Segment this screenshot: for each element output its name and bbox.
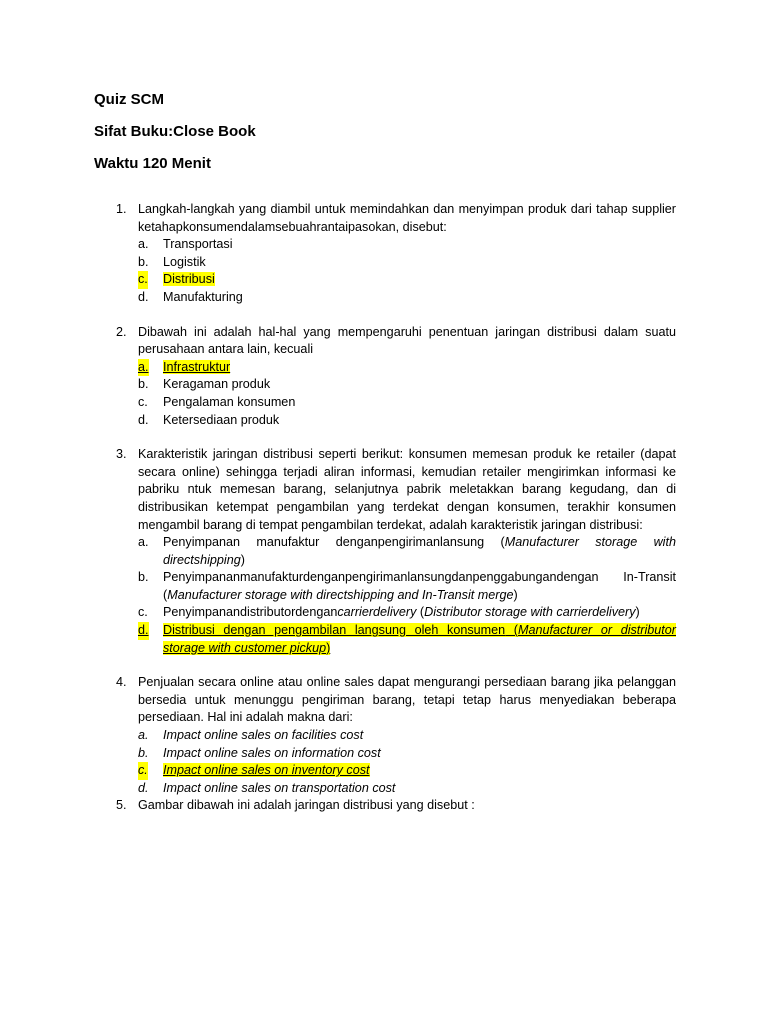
option-letter: a. xyxy=(138,359,149,377)
question-text: Penjualan secara online atau online sales dapat mengurangi persediaan barang jika pelanggan bersedia untuk menunggu pengiriman barang, tetapi tetap harus menyediakan beberapa persediaan. Hal ini adalah makna dari: xyxy=(138,675,676,725)
option-letter: d. xyxy=(138,780,149,795)
question-list xyxy=(116,201,676,815)
option-d xyxy=(138,412,676,430)
option-letter: c. xyxy=(138,762,148,780)
option-english-text: Manufacturer storage with directshipping and In-Transit merge xyxy=(167,587,514,602)
quiz-book-type: Sifat Buku:Close Book xyxy=(94,123,256,140)
spacer xyxy=(116,657,676,674)
option-d xyxy=(138,622,676,657)
quiz-header xyxy=(94,90,256,186)
question-text: Karakteristik jaringan distribusi seperti berikut: konsumen memesan produk ke retailer (dapat secara online) sehingga terjadi aliran informasi, kemudian retailer mengirimkan informasi ke pabriku ntuk memesan barang, selanjutnya pabrik meletakkan barang kegudang, dan di distribusikan ketempat pengambilan yang terdekat dengan konsumen, terakhir konsumen mengambil barang di tempat pengambilan terdekat, adalah karakteristik jaringan distribusi: xyxy=(138,447,676,532)
question-text: Gambar dibawah ini adalah jaringan distribusi yang disebut : xyxy=(138,798,475,813)
option-letter: d. xyxy=(138,622,149,640)
option-b xyxy=(138,376,676,394)
option-text: Impact online sales on information cost xyxy=(163,745,381,760)
question-number: 3. xyxy=(116,447,127,462)
question-text: Langkah-langkah yang diambil untuk memindahkan dan menyimpan produk dari tahap supplier ketahapkonsumendalamsebuahrantaipasokan, disebut: xyxy=(138,202,676,234)
quiz-title: Quiz SCM xyxy=(94,91,164,108)
option-letter: d. xyxy=(138,289,149,304)
option-letter: b. xyxy=(138,377,149,392)
option-text: Ketersediaan produk xyxy=(163,412,280,427)
question-5 xyxy=(116,797,676,815)
option-letter: a. xyxy=(138,237,149,252)
option-english-text: Distributor storage with carrierdelivery xyxy=(424,605,636,620)
answer-highlight: Infrastruktur xyxy=(163,359,231,374)
option-a xyxy=(138,534,676,569)
option-text: Transportasi xyxy=(163,237,233,252)
paren-open: ( xyxy=(484,535,505,550)
option-c xyxy=(138,394,676,412)
option-letter: b. xyxy=(138,745,149,760)
option-a xyxy=(138,236,676,254)
option-main-text: Penyimpanandistributordengan xyxy=(163,605,338,620)
question-4 xyxy=(116,674,676,797)
option-d xyxy=(138,289,676,307)
question-3 xyxy=(116,446,676,657)
option-letter: a. xyxy=(138,535,149,550)
option-main-text: Penyimpananmanufakturdenganpengirimanlansungdanpenggabungandengan In-Transit xyxy=(163,570,676,585)
question-number: 2. xyxy=(116,324,127,339)
answer-highlight xyxy=(163,622,676,657)
question-1 xyxy=(116,201,676,307)
option-text: Impact online sales on transportation cost xyxy=(163,780,396,795)
paren-close: ) xyxy=(635,605,640,620)
paren-close: ) xyxy=(513,587,518,602)
option-letter: b. xyxy=(138,570,149,585)
question-number: 5. xyxy=(116,798,127,813)
option-b xyxy=(138,254,676,272)
option-b xyxy=(138,569,676,604)
spacer xyxy=(116,307,676,324)
option-a xyxy=(138,359,676,377)
answer-highlight: Distribusi xyxy=(163,272,215,287)
option-letter: a. xyxy=(138,728,149,743)
paren-close: ) xyxy=(326,640,331,655)
option-italic-term: carrierdelivery xyxy=(337,605,417,620)
option-main-text: Distribusi dengan pengambilan langsung oleh konsumen xyxy=(163,623,506,638)
spacer xyxy=(116,429,676,446)
option-letter: b. xyxy=(138,254,149,269)
option-c xyxy=(138,604,676,622)
option-text xyxy=(163,534,676,569)
question-number: 1. xyxy=(116,202,127,216)
option-text: Keragaman produk xyxy=(163,377,271,392)
answer-highlight: Impact online sales on inventory cost xyxy=(163,763,370,778)
option-a xyxy=(138,727,676,745)
option-c xyxy=(138,762,676,780)
option-text xyxy=(163,604,676,622)
option-text: Manufakturing xyxy=(163,289,243,304)
paren-close: ) xyxy=(240,552,245,567)
question-text: Dibawah ini adalah hal-hal yang mempengaruhi penentuan jaringan distribusi dalam suatu perusahaan antara lain, kecuali xyxy=(138,324,676,357)
option-letter: c. xyxy=(138,271,148,289)
option-text: Logistik xyxy=(163,254,206,269)
option-text xyxy=(163,569,676,604)
option-english-text: Manufacturer or distributor storage with customer pickup xyxy=(163,623,676,655)
option-main-text: Penyimpanan manufaktur denganpengirimanlansung xyxy=(163,535,485,550)
option-b xyxy=(138,745,676,763)
paren-open: ( xyxy=(416,605,425,620)
quiz-duration: Waktu 120 Menit xyxy=(94,155,211,172)
question-2 xyxy=(116,324,676,430)
option-text: Pengalaman konsumen xyxy=(163,394,296,409)
option-c xyxy=(138,271,676,289)
option-letter: d. xyxy=(138,412,149,427)
option-text: Impact online sales on facilities cost xyxy=(163,728,364,743)
question-number: 4. xyxy=(116,675,127,690)
option-letter: c. xyxy=(138,605,148,620)
option-english-text: Manufacturer storage with directshipping xyxy=(163,535,676,567)
option-d xyxy=(138,780,676,798)
paren-open: ( xyxy=(505,623,519,638)
paren-open: ( xyxy=(163,587,168,602)
option-letter: c. xyxy=(138,394,148,409)
